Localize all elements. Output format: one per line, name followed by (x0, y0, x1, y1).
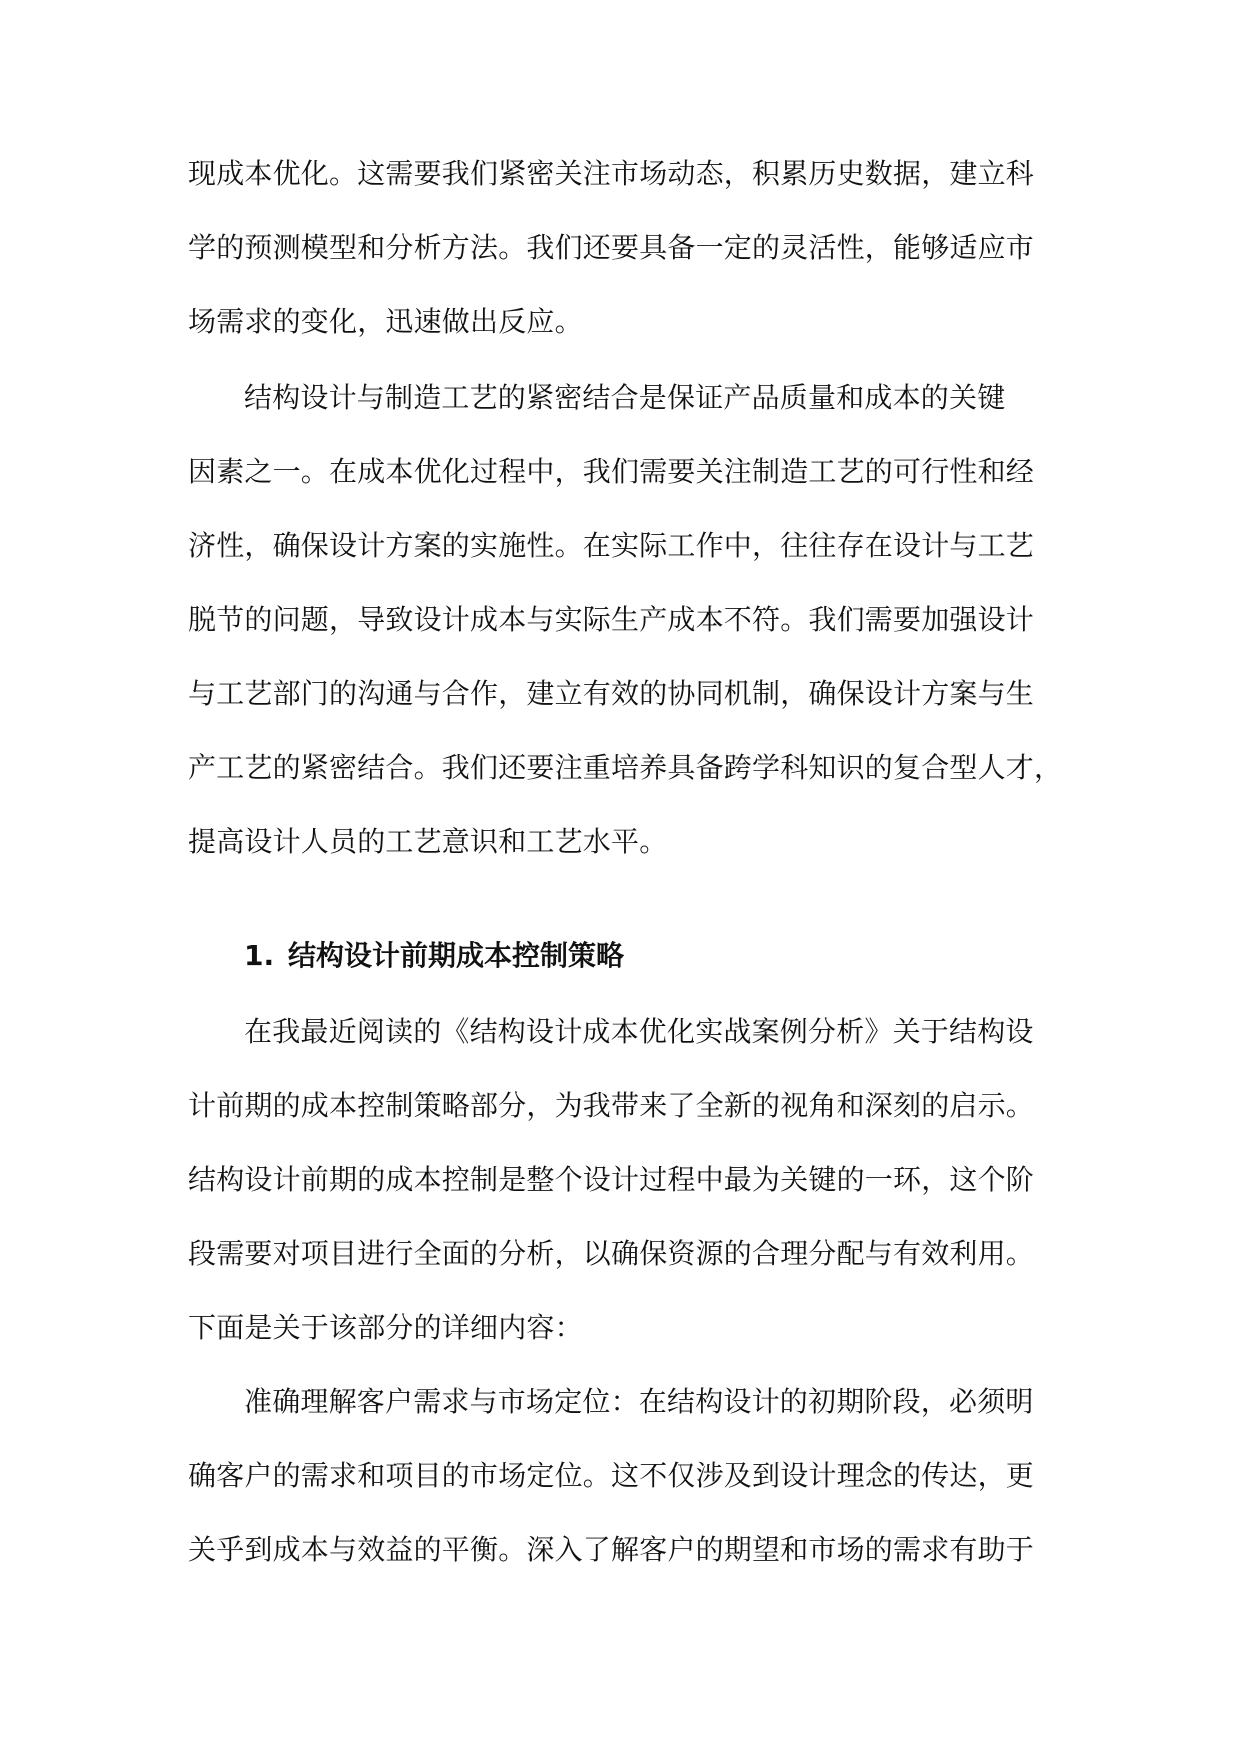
paragraph-4-line-3: 关乎到成本与效益的平衡。深入了解客户的期望和市场的需求有助于 (188, 1533, 1035, 1566)
paragraph-1-line-3: 场需求的变化，迅速做出反应。 (188, 305, 583, 338)
paragraph-2-line-2: 因素之一。在成本优化过程中，我们需要关注制造工艺的可行性和经 (188, 455, 1035, 488)
paragraph-2-line-1: 结构设计与制造工艺的紧密结合是保证产品质量和成本的关键 (244, 381, 1006, 414)
section-title: 结构设计前期成本控制策略 (288, 939, 625, 972)
section-heading (244, 936, 624, 976)
paragraph-1-line-2: 学的预测模型和分析方法。我们还要具备一定的灵活性，能够适应市 (188, 231, 1035, 264)
paragraph-3-line-1: 在我最近阅读的《结构设计成本优化实战案例分析》关于结构设 (244, 1015, 1034, 1048)
paragraph-1-line-1: 现成本优化。这需要我们紧密关注市场动态，积累历史数据，建立科 (188, 157, 1035, 190)
paragraph-4-line-1: 准确理解客户需求与市场定位：在结构设计的初期阶段，必须明 (244, 1385, 1034, 1418)
paragraph-3-line-4: 段需要对项目进行全面的分析，以确保资源的合理分配与有效利用。 (188, 1237, 1035, 1270)
paragraph-4-line-2: 确客户的需求和项目的市场定位。这不仅涉及到设计理念的传达，更 (188, 1459, 1035, 1492)
paragraph-3-line-3: 结构设计前期的成本控制是整个设计过程中最为关键的一环，这个阶 (188, 1163, 1035, 1196)
paragraph-2-line-6: 产工艺的紧密结合。我们还要注重培养具备跨学科知识的复合型人才， (188, 751, 1063, 784)
paragraph-2-line-4: 脱节的问题，导致设计成本与实际生产成本不符。我们需要加强设计 (188, 603, 1035, 636)
paragraph-2-line-3: 济性，确保设计方案的实施性。在实际工作中，往往存在设计与工艺 (188, 529, 1035, 562)
section-number: 1. (244, 939, 275, 972)
paragraph-3-line-5: 下面是关于该部分的详细内容： (188, 1311, 583, 1344)
paragraph-2-line-5: 与工艺部门的沟通与合作，建立有效的协同机制，确保设计方案与生 (188, 677, 1035, 710)
paragraph-3-line-2: 计前期的成本控制策略部分，为我带来了全新的视角和深刻的启示。 (188, 1089, 1035, 1122)
paragraph-2-line-7: 提高设计人员的工艺意识和工艺水平。 (188, 825, 668, 858)
